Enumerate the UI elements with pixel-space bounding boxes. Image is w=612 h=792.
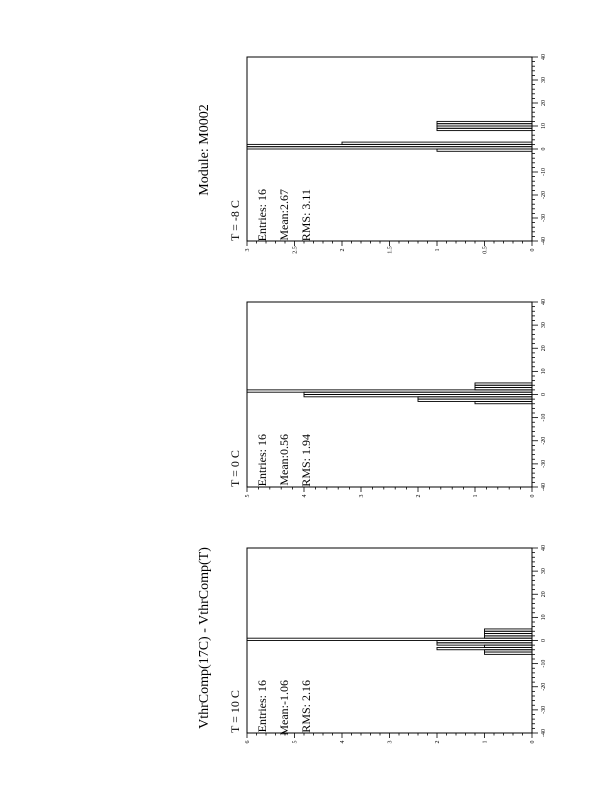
x-tick-label: 20: [541, 345, 547, 352]
x-tick-label: 0: [541, 639, 547, 642]
module-label: Module: M0002: [197, 104, 212, 196]
x-tick-label: 0: [541, 393, 547, 396]
histogram-panel: [228, 299, 547, 498]
x-tick-label: 0: [541, 147, 547, 151]
y-tick-label: 4: [302, 494, 308, 498]
y-tick-label: 5: [245, 494, 251, 498]
y-tick-label: 2.5: [292, 246, 299, 254]
y-tick-label: 6: [245, 740, 251, 744]
stats-rms: RMS: 2.16: [299, 680, 313, 733]
y-tick-label: 2: [340, 248, 346, 252]
x-tick-label: 20: [541, 100, 547, 106]
x-tick-label: -30: [541, 214, 547, 222]
stats-entries: Entries: 16: [255, 680, 269, 733]
stats-mean: Mean:-1.06: [277, 680, 291, 736]
y-tick-label: 0: [530, 740, 536, 744]
y-tick-label: 0: [530, 494, 536, 498]
histogram-panels: [228, 54, 547, 744]
stats-mean: Mean:2.67: [277, 189, 291, 241]
x-tick-label: 30: [541, 322, 547, 329]
x-tick-label: -10: [541, 413, 547, 422]
histogram-panel: [228, 54, 547, 254]
x-tick-label: 40: [541, 299, 547, 305]
x-tick-label: 40: [541, 54, 547, 60]
stats-entries: Entries: 16: [255, 189, 269, 242]
x-tick-label: -30: [541, 705, 547, 714]
x-tick-label: 10: [541, 368, 547, 375]
x-tick-label: 20: [541, 591, 547, 598]
y-tick-label: 0.5: [482, 246, 489, 254]
x-tick-label: 40: [541, 545, 547, 551]
y-tick-label: 2: [416, 494, 422, 498]
x-tick-label: -40: [541, 483, 547, 491]
y-tick-label: 1: [482, 740, 489, 744]
histogram-bin: [342, 142, 532, 144]
histogram-bin: [475, 383, 532, 385]
stats-mean: Mean:0.56: [277, 434, 291, 486]
x-tick-label: -40: [541, 729, 547, 737]
x-tick-label: -20: [541, 191, 547, 199]
histogram-bin: [485, 629, 533, 631]
stats-rms: RMS: 3.11: [299, 189, 313, 242]
x-tick-label: -20: [541, 682, 547, 691]
y-tick-label: 1: [435, 248, 441, 252]
temperature-label: T = 0 C: [228, 450, 242, 487]
stats-entries: Entries: 16: [255, 434, 269, 487]
x-tick-label: 30: [541, 568, 547, 575]
y-tick-label: 4: [340, 740, 346, 744]
x-tick-label: -10: [541, 168, 547, 176]
x-tick-label: 30: [541, 77, 547, 83]
y-tick-label: 1: [473, 494, 479, 498]
y-tick-label: 5: [292, 740, 299, 744]
x-tick-label: 10: [541, 123, 547, 129]
y-tick-label: 1.5: [387, 246, 394, 254]
x-tick-label: -10: [541, 659, 547, 668]
y-tick-label: 2: [435, 740, 441, 744]
x-tick-label: -20: [541, 436, 547, 445]
histogram-panel: [228, 545, 547, 744]
y-tick-label: 3: [387, 740, 394, 744]
x-tick-label: -40: [541, 237, 547, 245]
temperature-label: T = 10 C: [228, 690, 242, 733]
y-tick-label: 3: [245, 248, 251, 252]
temperature-label: T = -8 C: [228, 200, 242, 241]
axis-title: VthrComp(17C) - VthrComp(T): [197, 547, 212, 729]
y-tick-label: 3: [359, 494, 365, 498]
histogram-bin: [437, 121, 532, 123]
stats-rms: RMS: 1.94: [299, 434, 313, 487]
x-tick-label: 10: [541, 614, 547, 621]
y-tick-label: 0: [530, 248, 536, 252]
x-tick-label: -30: [541, 459, 547, 468]
